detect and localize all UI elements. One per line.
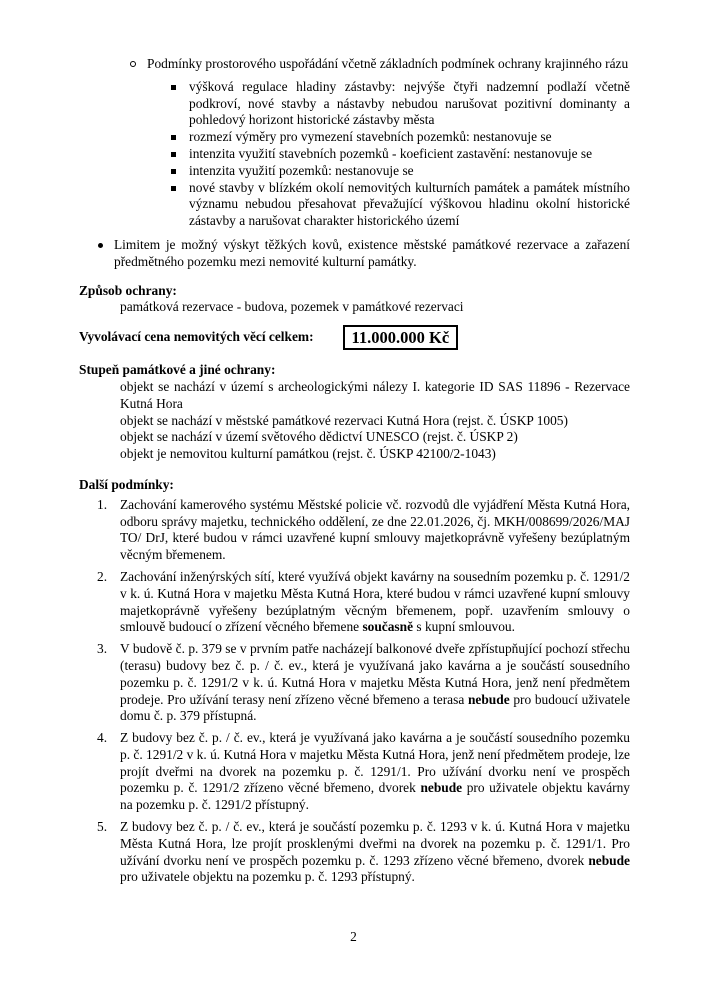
numbered-item-4	[79, 730, 630, 814]
protection-method-heading: Způsob ochrany:	[79, 282, 177, 298]
item-text: s kupní smlouvou.	[413, 619, 515, 635]
protection-method-section	[79, 283, 630, 317]
spatial-sub-list	[79, 79, 630, 230]
starting-price-value: 11.000.000 Kč	[343, 325, 459, 350]
limits-note-text: Limitem je možný výskyt těžkých kovů, existence městské památkové rezervace a zařazení předmětného pozemku mezi nemovité kulturní památky.	[114, 236, 630, 269]
item-text: V budově č. p. 379 se v prvním patře nacházejí balkonové dveře zpřístupňující pochozí střechu (terasu) budovy bez č. p. / č. ev., která je využívaná jako kavárna a je součástí sousedního pozemku p. č. 1291/2 v k. ú. Kutná Hora v majetku Města Kutná Hora, jenž není předmětem prodeje. Pro užívání terasy není zřízeno věcné břemeno a terasa	[120, 641, 630, 707]
other-conditions-section	[79, 477, 630, 886]
item-text: Zachování kamerového systému Městské policie vč. rozvodů dle vyjádření Města Kutná Hora, odboru správy majetku, technického oddělení, ze dne 22.01.2026, čj. MKH/008699/2026/MAJ TO/ DrJ, které budou v rámci uzavřené kupní smlouvy majetkoprávně vyřešeny bezúplatným věcným břemenem.	[120, 496, 630, 563]
protection-level-heading: Stupeň památkové a jiné ochrany:	[79, 362, 276, 378]
protection-method-value: památková rezervace - budova, pozemek v památkové rezervaci	[120, 299, 464, 315]
protection-level-item: objekt se nachází v území s archeologickými nálezy I. kategorie ID SAS 11896 - Rezervace Kutná Hora	[120, 378, 630, 411]
other-conditions-list	[79, 497, 630, 887]
dot-bullet-icon	[98, 243, 103, 248]
item-text: pro uživatele objektu kavárny na pozemku p. č. 1291/2 přístupný.	[120, 780, 630, 813]
list-item	[79, 180, 630, 230]
item-text: Z budovy bez č. p. / č. ev., která je součástí pozemku p. č. 1293 v k. ú. Kutná Hora v majetku Města Kutná Hora, lze projít prosklenými dveřmi na dvorek na pozemku p. č. 1291/1. Pro užívání dvorku není ve prospěch pozemku p. č. 1293 zřízeno věcné břemeno, dvorek	[120, 819, 630, 868]
numbered-item-1	[79, 497, 630, 564]
protection-level-item: objekt se nachází v území světového dědictví UNESCO (rejst. č. ÚSKP 2)	[120, 429, 518, 445]
numbered-item-3	[79, 641, 630, 725]
sub-item-text: nové stavby v blízkém okolí nemovitých kulturních památek a památek místního významu nebudou přesahovat převažující výškovou hladinu okolní historické zástavby a narušovat charakter historického území	[189, 179, 630, 229]
item-number: 4.	[97, 730, 108, 746]
item-number: 1.	[97, 496, 108, 512]
square-bullet-icon	[171, 186, 176, 191]
square-bullet-icon	[171, 152, 176, 157]
spatial-conditions-item	[79, 56, 630, 73]
item-text: pro budoucí uživatele domu č. p. 379 přístupná.	[120, 691, 631, 724]
circle-bullet-icon	[130, 61, 136, 67]
item-bold-text: nebude	[467, 691, 510, 707]
page-number: 2	[350, 929, 357, 945]
protection-level-section	[79, 362, 630, 463]
item-bold-text: nebude	[588, 852, 630, 868]
sub-item-text: intenzita využití pozemků: nestanovuje se	[189, 162, 414, 178]
protection-level-item: objekt je nemovitou kulturní památkou (rejst. č. ÚSKP 42100/2-1043)	[120, 446, 496, 462]
protection-level-item: objekt se nachází v městské památkové rezervaci Kutná Hora (rejst. č. ÚSKP 1005)	[120, 412, 568, 428]
other-conditions-heading: Další podmínky:	[79, 476, 174, 492]
list-item	[79, 163, 630, 180]
item-text: Zachování inženýrských sítí, které využívá objekt kavárny na sousedním pozemku p. č. 1291/2 v k. ú. Kutná Hora v majetku Města Kutná Hora, které budou v rámci uzavřené kupní smlouvy majetkoprávně vyřešeny bezúplatným věcným břemenem, popř. uzavřením smlouvy o smlouvě budoucí o zřízení věcného břemene	[120, 568, 630, 635]
item-text: Z budovy bez č. p. / č. ev., která je využívaná jako kavárna a je součástí sousedního pozemku p. č. 1291/2 v k. ú. Kutná Hora v majetku Města Kutná Hora, jenž není předmětem prodeje, lze projít dveřmi na dvorek na pozemku p. č. 1291/1. Pro užívání dvorku není ve prospěch pozemku p. č. 1291/2 zřízeno věcné břemeno, dvorek	[120, 730, 630, 796]
list-item	[79, 146, 630, 163]
starting-price-label: Vyvolávací cena nemovitých věcí celkem:	[79, 329, 314, 345]
sub-item-text: intenzita využití stavebních pozemků - koeficient zastavění: nestanovuje se	[189, 145, 593, 161]
numbered-item-5	[79, 819, 630, 886]
square-bullet-icon	[171, 85, 176, 90]
list-item	[79, 79, 630, 129]
sub-item-text: výšková regulace hladiny zástavby: nejvýše čtyři nadzemní podlaží včetně podkroví, nové stavby a nástavby nebudou narušovat pozitivní dominanty a pohledový horizont historické zástavby města	[189, 78, 630, 128]
item-number: 3.	[97, 641, 108, 657]
square-bullet-icon	[171, 135, 176, 140]
page-content	[79, 56, 630, 886]
list-item	[79, 129, 630, 146]
item-bold-text: nebude	[420, 780, 463, 796]
sub-item-text: rozmezí výměry pro vymezení stavebních pozemků: nestanovuje se	[189, 129, 552, 145]
item-text: pro uživatele objektu na pozemku p. č. 1293 přístupný.	[120, 869, 415, 885]
item-bold-text: současně	[362, 619, 414, 635]
item-number: 2.	[97, 568, 108, 584]
starting-price-row	[79, 325, 630, 350]
numbered-item-2	[79, 569, 630, 636]
square-bullet-icon	[171, 169, 176, 174]
limits-note-item	[79, 237, 630, 271]
item-number: 5.	[97, 819, 108, 835]
spatial-conditions-text: Podmínky prostorového uspořádání včetně základních podmínek ochrany krajinného rázu	[147, 56, 629, 71]
